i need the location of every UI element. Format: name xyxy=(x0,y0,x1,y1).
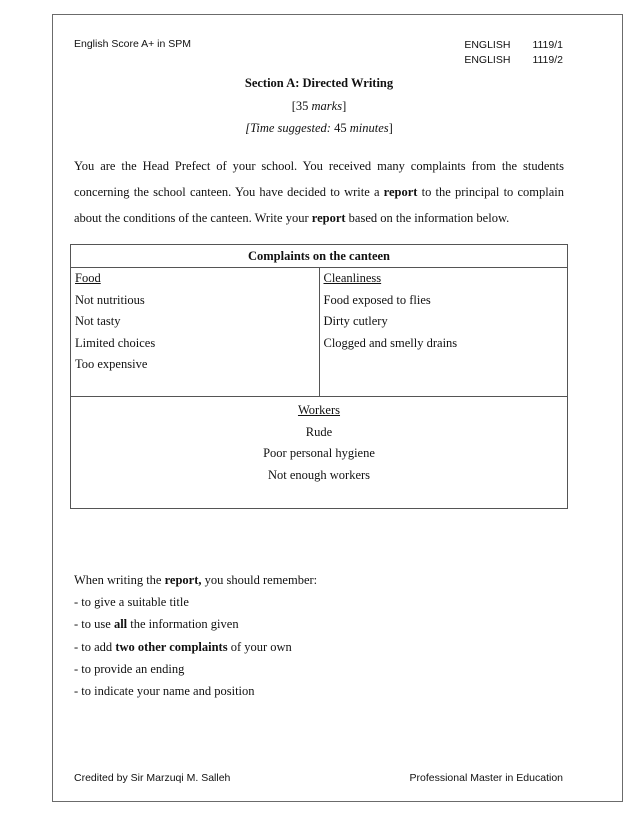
footer-right: Professional Master in Education xyxy=(409,772,563,784)
food-item: Not tasty xyxy=(75,314,121,328)
reminder-item xyxy=(74,613,317,635)
marks-open: [35 xyxy=(291,99,312,113)
header-subject: ENGLISH xyxy=(464,39,511,51)
cleanliness-item: Clogged and smelly drains xyxy=(323,335,458,350)
reminders-list xyxy=(74,569,317,702)
intro-text: based on the information below. xyxy=(345,211,510,225)
header-code: 1119/1 xyxy=(532,39,563,51)
food-cell xyxy=(71,268,320,397)
header-row xyxy=(464,53,563,68)
reminder-text: - to use xyxy=(74,617,114,632)
food-item: Too expensive xyxy=(75,357,148,371)
workers-item: Not enough workers xyxy=(267,467,371,482)
marks-word: marks xyxy=(311,99,343,113)
reminder-text: When writing the xyxy=(74,573,165,587)
table-title: Complaints on the canteen xyxy=(71,245,568,268)
reminder-bold: all xyxy=(113,617,128,632)
workers-heading: Workers xyxy=(297,403,341,417)
reminders-lead xyxy=(74,569,317,591)
intro-text: to the principal to complain about the conditions of the canteen. Write your xyxy=(74,185,564,225)
reminder-bold: report, xyxy=(164,573,202,587)
marks-line xyxy=(0,99,638,114)
section-title: Section A: Directed Writing xyxy=(244,76,394,90)
reminder-item: - to indicate your name and position xyxy=(74,684,255,699)
time-open: [ xyxy=(245,121,251,135)
header-row xyxy=(464,38,563,53)
time-close: ] xyxy=(388,121,393,135)
intro-paragraph xyxy=(74,153,564,231)
reminder-item: - to give a suitable title xyxy=(74,595,189,610)
intro-text: You are the Head Prefect of your school. You received many complaints from the students concerning the school canteen. You have decided to write a xyxy=(74,159,564,199)
food-heading: Food xyxy=(75,271,101,285)
cleanliness-item: Food exposed to flies xyxy=(323,292,431,307)
time-label: Time suggested: xyxy=(250,121,335,135)
intro-bold: report xyxy=(383,185,418,199)
header-right xyxy=(464,38,563,68)
marks-close: ] xyxy=(342,99,347,113)
reminder-item: - to provide an ending xyxy=(74,661,185,676)
food-item: Not nutritious xyxy=(75,292,145,307)
cleanliness-cell xyxy=(319,268,568,397)
reminder-item xyxy=(74,636,317,658)
complaints-table xyxy=(70,244,568,509)
intro-bold: report xyxy=(311,211,346,225)
cleanliness-item: Dirty cutlery xyxy=(323,314,388,328)
reminder-text: you should remember: xyxy=(201,573,318,587)
header-left: English Score A+ in SPM xyxy=(74,38,192,50)
footer-left: Credited by Sir Marzuqi M. Salleh xyxy=(74,772,231,784)
time-suggested-line xyxy=(0,121,638,136)
food-item: Limited choices xyxy=(75,335,156,350)
reminder-text: - to add xyxy=(74,639,116,654)
workers-cell xyxy=(71,397,568,509)
time-value: 45 xyxy=(334,121,350,135)
workers-item: Poor personal hygiene xyxy=(263,446,375,460)
time-unit: minutes xyxy=(349,121,389,135)
header-subject: ENGLISH xyxy=(464,54,511,66)
cleanliness-heading: Cleanliness xyxy=(323,271,382,285)
reminder-text: the information given xyxy=(127,617,239,632)
header-code: 1119/2 xyxy=(532,54,563,66)
reminder-bold: two other complaints xyxy=(115,639,228,654)
workers-item: Rude xyxy=(305,424,333,439)
reminder-text: of your own xyxy=(227,639,292,654)
